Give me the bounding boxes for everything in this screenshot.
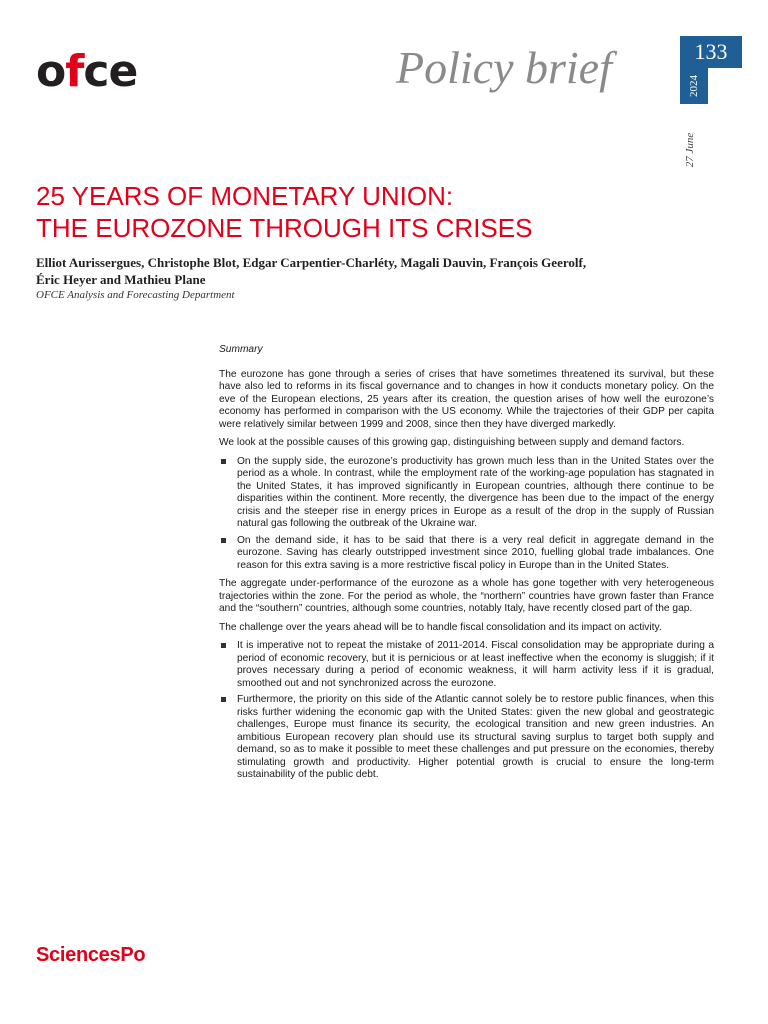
square-bullet-icon [221,697,226,702]
authors-line-2: Éric Heyer and Mathieu Plane [36,272,206,287]
year-label: 2024 [688,75,700,97]
square-bullet-icon [221,459,226,464]
department-name: OFCE Analysis and Forecasting Department [36,289,235,301]
summary-paragraph-1: The eurozone has gone through a series of crises that have sometimes threatened its survival, but these have also led to reforms in its fiscal governance and to changes in how it conducts monetary policy. On the eve of the European elections, 25 years after its creation, the question arises of how well the eurozone’s economy has performed in comparison with the US economy. While the trajectories of their GDP per capita were relatively similar between 1999 and 2008, since then they have diverged markedly. [219,368,714,430]
publication-date [684,132,696,168]
summary-paragraph-4: The challenge over the years ahead will be to handle fiscal consolidation and its impact on activity. [219,621,662,633]
year-badge [680,68,708,104]
list-item: On the demand side, it has to be said that there is a very real deficit in aggregate demand in the eurozone. Saving has clearly outstripped investment since 2010, fuelling global trade imbalances. One reason for this extra saving is a more restrictive fiscal policy in Europe than in the United States. [219,535,714,573]
square-bullet-icon [221,538,226,543]
summary-paragraph-3: The aggregate under-performance of the eurozone as a whole has gone together with very heterogeneous trajectories within the zone. For the period as whole, the “northern” countries have grown faster than France and the “southern” countries, although some countries, notably Italy, have recently closed part of the gap. [219,578,714,614]
series-title: Policy brief [396,42,612,93]
date-label: 27 June [684,132,696,168]
ofce-logo: ofce [36,46,138,97]
title-line-2: THE EUROZONE THROUGH ITS CRISES [36,213,533,243]
bullet-list-2 [219,640,714,782]
list-item: Furthermore, the priority on this side of the Atlantic cannot solely be to restore public finances, when this risks further widening the economic gap with the United States: given the new global and geostrategic challenges, Europe must finance its security, the ecological transition and new green industries. An ambitious European recovery plan should use its structural saving surplus to target both supply and demand, so as to make it possible to meet these challenges and put pressure on the economies, thereby stimulating growth and productivity. Higher potential growth is crucial to ensure the long-term sustainability of the public debt. [219,694,714,782]
title-line-1: 25 YEARS OF MONETARY UNION: [36,181,454,211]
document-title [36,180,736,244]
summary-paragraph-2: We look at the possible causes of this growing gap, distinguishing between supply and demand factors. [219,437,685,448]
square-bullet-icon [221,643,226,648]
list-item: On the supply side, the eurozone’s productivity has grown much less than in the United States over the period as a whole. In contrast, while the employment rate of the working-age population has stagnated in the United States, it has improved significantly in European countries, although there continue to be disparities within the continent. More recently, the divergence has been due to the impact of the energy crisis and the steeper rise in energy prices in Europe as a result of the drop in the supply of Russian natural gas following the outbreak of the Ukraine war. [219,456,714,531]
authors-line-1: Elliot Aurissergues, Christophe Blot, Edgar Carpentier-Charléty, Magali Dauvin, François Geerolf, [36,255,587,270]
bullet-list-1 [219,456,714,573]
sciencespo-logo: SciencesPo [36,944,146,966]
summary-section [219,344,714,788]
issue-number-badge: 133 [680,36,742,68]
author-list [36,254,736,288]
list-item: It is imperative not to repeat the mistake of 2011-2014. Fiscal consolidation may be appropriate during a period of economic recovery, but it is pernicious or at least ineffective when the economy is sluggish; if it proves necessary during a period of economic weakness, it will harm activity less if it is gradual, smoothed out and not synchronized across the eurozone. [219,640,714,690]
summary-heading: Summary [219,344,263,355]
